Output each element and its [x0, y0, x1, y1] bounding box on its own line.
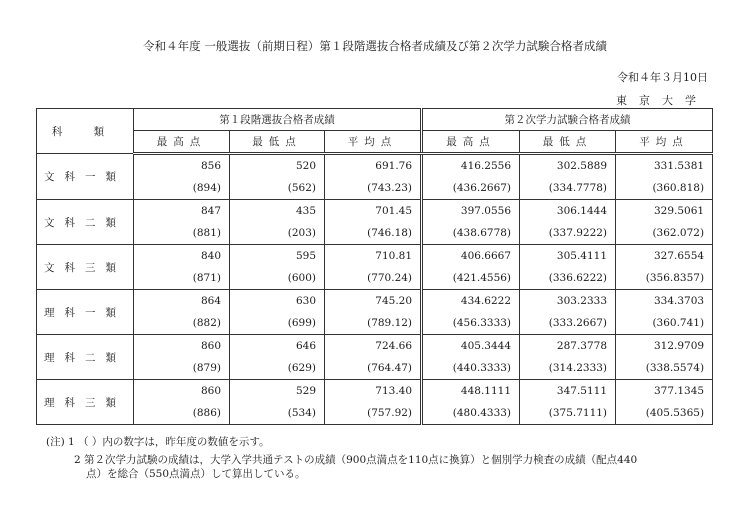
previous-score-cell: (881)	[134, 222, 230, 245]
score-cell: 701.45	[325, 200, 422, 223]
score-cell: 713.40	[325, 380, 422, 403]
previous-score-cell: (375.7111)	[520, 402, 616, 425]
score-cell: 334.3703	[616, 290, 713, 313]
previous-score-cell: (743.23)	[325, 177, 422, 200]
previous-score-cell: (562)	[230, 177, 325, 200]
previous-score-cell: (203)	[230, 222, 325, 245]
previous-score-cell: (405.5365)	[616, 402, 713, 425]
score-cell: 331.5381	[616, 154, 713, 178]
subject-cell: 理科二類	[37, 335, 134, 380]
document-date: 令和４年３月10日	[617, 71, 708, 84]
table-row-current	[37, 290, 713, 313]
previous-score-cell: (333.2667)	[520, 312, 616, 335]
score-cell: 745.20	[325, 290, 422, 313]
table-row-current	[37, 335, 713, 358]
score-cell: 856	[134, 154, 230, 178]
table-row-current	[37, 200, 713, 223]
score-cell: 691.76	[325, 154, 422, 178]
university-name: 東京大学	[616, 94, 708, 107]
note-2-continued: 点）を総合（550点満点）して算出している。	[86, 468, 306, 480]
score-cell: 287.3778	[520, 335, 616, 358]
col-header: 最高点	[134, 131, 230, 154]
col-header: 最低点	[520, 131, 616, 154]
previous-score-cell: (362.072)	[616, 222, 713, 245]
score-cell: 646	[230, 335, 325, 358]
second-exam-header: 第２次学力試験合格者成績	[422, 109, 713, 131]
score-cell: 327.6554	[616, 245, 713, 268]
previous-score-cell: (421.4556)	[422, 267, 520, 290]
score-cell: 724.66	[325, 335, 422, 358]
score-cell: 406.6667	[422, 245, 520, 268]
previous-score-cell: (879)	[134, 357, 230, 380]
document-title: 令和４年度 一般選抜（前期日程）第１段階選抜合格者成績及び第２次学力試験合格者成績	[143, 39, 607, 53]
subject-cell: 文科三類	[37, 245, 134, 290]
first-stage-header: 第１段階選抜合格者成績	[134, 109, 422, 131]
note-2: 2 第２次学力試験の成績は，大学入学共通テストの成績（900点満点を110点に換算）と個別学力検査の成績（配点440	[74, 454, 638, 466]
table-row-current	[37, 380, 713, 403]
score-cell: 347.5111	[520, 380, 616, 403]
score-cell: 435	[230, 200, 325, 223]
previous-score-cell: (360.741)	[616, 312, 713, 335]
previous-score-cell: (699)	[230, 312, 325, 335]
score-cell: 840	[134, 245, 230, 268]
table-row-previous	[37, 357, 713, 380]
table-body	[37, 154, 713, 425]
note-1: (注) 1 （ ）内の数字は，昨年度の数値を示す。	[46, 436, 270, 448]
previous-score-cell: (436.2667)	[422, 177, 520, 200]
previous-score-cell: (757.92)	[325, 402, 422, 425]
subject-cell: 理科三類	[37, 380, 134, 425]
previous-score-cell: (314.2333)	[520, 357, 616, 380]
score-cell: 302.5889	[520, 154, 616, 178]
table-row-previous	[37, 402, 713, 425]
score-cell: 416.2556	[422, 154, 520, 178]
previous-score-cell: (764.47)	[325, 357, 422, 380]
previous-score-cell: (338.5574)	[616, 357, 713, 380]
previous-score-cell: (360.818)	[616, 177, 713, 200]
previous-score-cell: (600)	[230, 267, 325, 290]
score-cell: 306.1444	[520, 200, 616, 223]
score-cell: 434.6222	[422, 290, 520, 313]
table-row-previous	[37, 267, 713, 290]
score-cell: 377.1345	[616, 380, 713, 403]
score-cell: 448.1111	[422, 380, 520, 403]
table-row-current	[37, 245, 713, 268]
previous-score-cell: (882)	[134, 312, 230, 335]
score-cell: 305.4111	[520, 245, 616, 268]
previous-score-cell: (440.3333)	[422, 357, 520, 380]
score-cell: 397.0556	[422, 200, 520, 223]
subject-cell: 文科二類	[37, 200, 134, 245]
subject-cell: 理科一類	[37, 290, 134, 335]
previous-score-cell: (336.6222)	[520, 267, 616, 290]
previous-score-cell: (746.18)	[325, 222, 422, 245]
subject-column-header: 科 類	[37, 109, 134, 154]
table-row-previous	[37, 177, 713, 200]
col-header: 平均点	[325, 131, 422, 154]
results-table	[36, 108, 713, 425]
table-row-current	[37, 154, 713, 178]
score-cell: 329.5061	[616, 200, 713, 223]
previous-score-cell: (894)	[134, 177, 230, 200]
score-cell: 860	[134, 335, 230, 358]
table-row-previous	[37, 222, 713, 245]
score-cell: 710.81	[325, 245, 422, 268]
previous-score-cell: (886)	[134, 402, 230, 425]
score-cell: 864	[134, 290, 230, 313]
score-cell: 595	[230, 245, 325, 268]
previous-score-cell: (356.8357)	[616, 267, 713, 290]
score-cell: 847	[134, 200, 230, 223]
col-header: 最低点	[230, 131, 325, 154]
previous-score-cell: (334.7778)	[520, 177, 616, 200]
score-cell: 529	[230, 380, 325, 403]
previous-score-cell: (770.24)	[325, 267, 422, 290]
previous-score-cell: (629)	[230, 357, 325, 380]
score-cell: 405.3444	[422, 335, 520, 358]
score-cell: 520	[230, 154, 325, 178]
notes	[46, 435, 637, 481]
score-cell: 860	[134, 380, 230, 403]
col-header: 最高点	[422, 131, 520, 154]
score-cell: 312.9709	[616, 335, 713, 358]
previous-score-cell: (480.4333)	[422, 402, 520, 425]
table-row-previous	[37, 312, 713, 335]
previous-score-cell: (438.6778)	[422, 222, 520, 245]
previous-score-cell: (534)	[230, 402, 325, 425]
col-header: 平均点	[616, 131, 713, 154]
previous-score-cell: (871)	[134, 267, 230, 290]
score-cell: 630	[230, 290, 325, 313]
subject-cell: 文科一類	[37, 154, 134, 200]
previous-score-cell: (337.9222)	[520, 222, 616, 245]
previous-score-cell: (456.3333)	[422, 312, 520, 335]
score-cell: 303.2333	[520, 290, 616, 313]
previous-score-cell: (789.12)	[325, 312, 422, 335]
